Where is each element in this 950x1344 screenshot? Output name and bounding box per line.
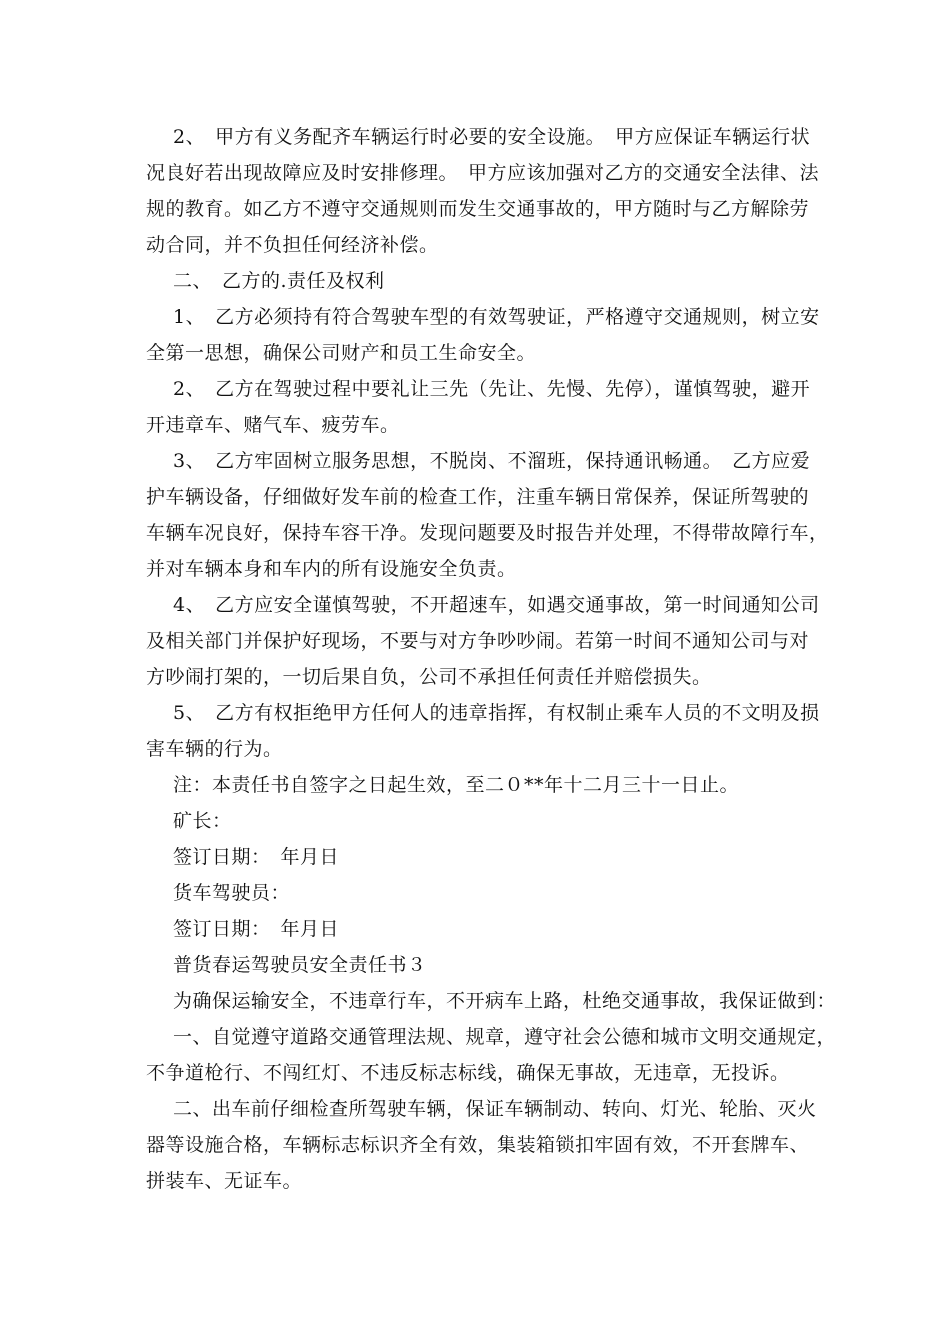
paragraph-line: 况良好若出现故障应及时安排修理。 甲方应该加强对乙方的交通安全法律、法 <box>146 162 820 184</box>
section-heading: 二、 乙方的.责任及权利 <box>173 270 385 292</box>
paragraph-line: 2、 乙方在驾驶过程中要礼让三先（先让、先慢、先停），谨慎驾驶，避开 <box>173 378 811 400</box>
paragraph-line: 及相关部门并保护好现场，不要与对方争吵吵闹。若第一时间不通知公司与对 <box>146 630 810 652</box>
paragraph-line: 5、 乙方有权拒绝甲方任何人的违章指挥，有权制止乘车人员的不文明及损 <box>173 702 820 724</box>
paragraph-line: 不争道枪行、不闯红灯、不违反标志标线，确保无事故，无违章，无投诉。 <box>146 1062 790 1084</box>
paragraph-line: 并对车辆本身和车内的所有设施安全负责。 <box>146 558 517 580</box>
paragraph-line: 1、 乙方必须持有符合驾驶车型的有效驾驶证，严格遵守交通规则，树立安 <box>173 306 820 328</box>
paragraph-line: 全第一思想，确保公司财产和员工生命安全。 <box>146 342 537 364</box>
paragraph-line: 二、出车前仔细检查所驾驶车辆，保证车辆制动、转向、灯光、轮胎、灭火 <box>173 1098 817 1120</box>
paragraph-line: 动合同，并不负担任何经济补偿。 <box>146 234 439 256</box>
note-line: 注：本责任书自签字之日起生效，至二０**年十二月三十一日止。 <box>173 774 740 796</box>
paragraph-line: 车辆车况良好，保持车容干净。发现问题要及时报告并处理，不得带故障行车， <box>146 522 829 544</box>
document-title: 普货春运驾驶员安全责任书３ <box>173 954 427 976</box>
paragraph-line: 一、自觉遵守道路交通管理法规、规章，遵守社会公德和城市文明交通规定， <box>173 1026 837 1048</box>
signing-date: 签订日期： 年月日 <box>173 846 340 868</box>
paragraph-line: 方吵闹打架的，一切后果自负，公司不承担任何责任并赔偿损失。 <box>146 666 712 688</box>
paragraph-line: 4、 乙方应安全谨慎驾驶，不开超速车，如遇交通事故，第一时间通知公司 <box>173 594 820 616</box>
paragraph-line: 规的教育。如乙方不遵守交通规则而发生交通事故的，甲方随时与乙方解除劳 <box>146 198 810 220</box>
signature-label: 货车驾驶员： <box>173 882 291 904</box>
paragraph-line: 开违章车、赌气车、疲劳车。 <box>146 414 400 436</box>
paragraph-line: 为确保运输安全，不违章行车，不开病车上路，杜绝交通事故，我保证做到： <box>173 990 837 1012</box>
paragraph-line: 拼装车、无证车。 <box>146 1170 303 1192</box>
paragraph-line: 护车辆设备，仔细做好发车前的检查工作，注重车辆日常保养，保证所驾驶的 <box>146 486 810 508</box>
paragraph-line: 2、 甲方有义务配齐车辆运行时必要的安全设施。 甲方应保证车辆运行状 <box>173 126 811 148</box>
paragraph-line: 器等设施合格，车辆标志标识齐全有效，集装箱锁扣牢固有效，不开套牌车、 <box>146 1134 810 1156</box>
paragraph-line: 害车辆的行为。 <box>146 738 283 760</box>
signature-label: 矿长： <box>173 810 232 832</box>
signing-date: 签订日期： 年月日 <box>173 918 340 940</box>
paragraph-line: 3、 乙方牢固树立服务思想，不脱岗、不溜班，保持通讯畅通。 乙方应爱 <box>173 450 811 472</box>
